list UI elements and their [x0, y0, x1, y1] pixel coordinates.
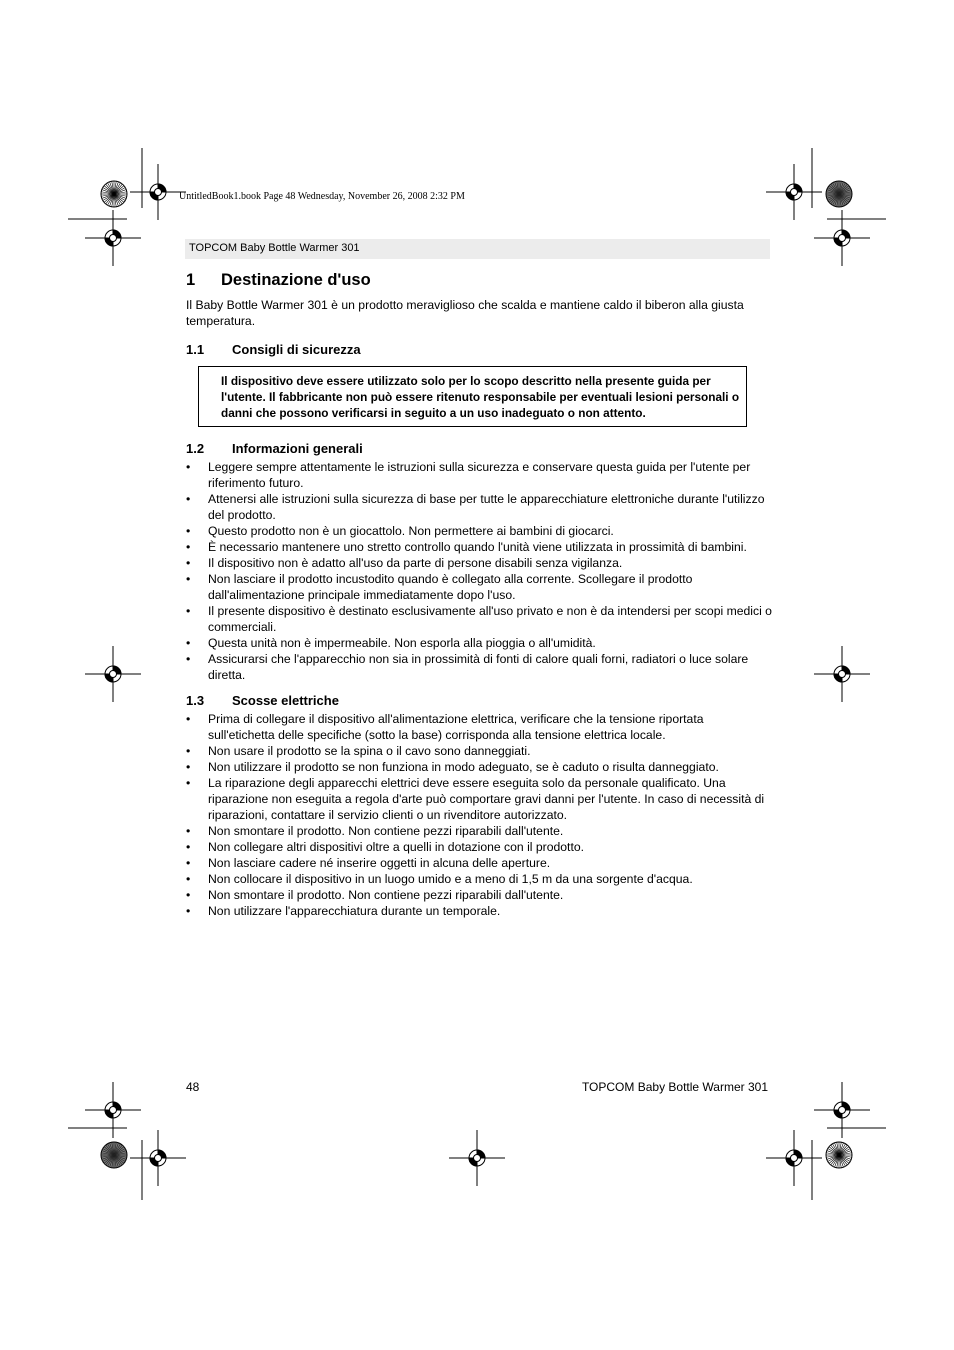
list-item: [186, 839, 772, 855]
list-item-text: Non smontare il prodotto. Non contiene pezzi riparabili dall'utente.: [208, 888, 564, 902]
list-item-text: Non collegare altri dispositivi oltre a quelli in dotazione con il prodotto.: [208, 840, 584, 854]
registration-target-icon: [814, 646, 870, 702]
section-intro: Il Baby Bottle Warmer 301 è un prodotto meraviglioso che scalda e mantiene caldo il biberon alla giusta temperatura.: [186, 298, 744, 328]
registration-target-icon: [85, 646, 141, 702]
section-number: 1: [186, 271, 196, 289]
list-item-text: La riparazione degli apparecchi elettrici deve essere eseguita solo da personale qualificato. Una riparazione non eseguita a regola d'arte può comportare gravi danni per l'utente. In caso di necessità di riparazioni, contattare il servizio clienti o un rivenditore autorizzato.: [208, 776, 765, 822]
section-heading: [186, 270, 772, 290]
subsection-number: 1.2: [186, 441, 205, 456]
subsection-title: Scosse elettriche: [232, 693, 339, 708]
page-number: 48: [186, 1080, 200, 1094]
list-item-text: Il dispositivo non è adatto all'uso da parte di persone disabili senza vigilanza.: [208, 556, 623, 570]
bullet-icon: •: [186, 760, 191, 774]
safety-warning-box: Il dispositivo deve essere utilizzato solo per lo scopo descritto nella presente guida per l'utente. Il fabbricante non può essere ritenuto responsabile per eventuali lesioni personali o danni che possono verificarsi in seguito a un uso inadeguato o non attento.: [198, 366, 747, 427]
bullet-icon: •: [186, 904, 191, 918]
bullet-icon: •: [186, 572, 191, 586]
registration-target-icon: [766, 1130, 822, 1186]
list-item: [186, 759, 772, 775]
list-item: [186, 635, 772, 651]
registration-target-icon: [449, 1130, 505, 1186]
list-item-text: Questa unità non è impermeabile. Non esporla alla pioggia o all'umidità.: [208, 636, 596, 650]
list-item-text: Non smontare il prodotto. Non contiene pezzi riparabili dall'utente.: [208, 824, 564, 838]
list-item: [186, 823, 772, 839]
list-item: [186, 459, 772, 491]
running-header: [185, 239, 770, 259]
bullet-icon: •: [186, 556, 191, 570]
bullet-icon: •: [186, 744, 191, 758]
subsection-title: Informazioni generali: [232, 441, 363, 456]
list-item-text: Assicurarsi che l'apparecchio non sia in prossimità di fonti di calore quali forni, radiatori o luce solare diretta.: [208, 652, 749, 682]
list-item-text: Leggere sempre attentamente le istruzioni sulla sicurezza e conservare questa guida per l'utente per riferimento futuro.: [208, 460, 751, 490]
bullet-icon: •: [186, 540, 191, 554]
registration-target-icon: [766, 164, 822, 220]
bullet-icon: •: [186, 460, 191, 474]
list-item: [186, 775, 772, 823]
list-item-text: Non utilizzare il prodotto se non funziona in modo adeguato, se è caduto o risulta danneggiato.: [208, 760, 719, 774]
registration-target-icon: [814, 210, 870, 266]
footer-brand: TOPCOM Baby Bottle Warmer 301: [581, 1080, 768, 1094]
subsection-number: 1.1: [186, 342, 205, 357]
registration-starburst-icon: [101, 181, 127, 207]
list-item: [186, 539, 772, 555]
list-item: [186, 871, 772, 887]
page-content: [186, 270, 772, 919]
list-item-text: Non lasciare cadere né inserire oggetti in alcuna delle aperture.: [208, 856, 551, 870]
bullet-icon: •: [186, 856, 191, 870]
bullet-icon: •: [186, 524, 191, 538]
registration-target-icon: [85, 210, 141, 266]
bullet-icon: •: [186, 888, 191, 902]
general-info-list: [186, 459, 772, 683]
list-item: [186, 523, 772, 539]
bullet-icon: •: [186, 872, 191, 886]
list-item-text: Non utilizzare l'apparecchiatura durante un temporale.: [208, 904, 501, 918]
list-item-text: È necessario mantenere uno stretto controllo quando l'unità viene utilizzata in prossimità di bambini.: [208, 540, 747, 554]
list-item: [186, 903, 772, 919]
registration-target-icon: [85, 1082, 141, 1138]
list-item-text: Non lasciare il prodotto incustodito quando è collegato alla corrente. Scollegare il prodotto dall'alimentazione principale immediatamente dopo l'uso.: [208, 572, 693, 602]
list-item-text: Il presente dispositivo è destinato esclusivamente all'uso privato e non è da intendersi per scopi medici o commerciali.: [208, 604, 772, 634]
subsection-number: 1.3: [186, 693, 205, 708]
list-item-text: Questo prodotto non è un giocattolo. Non permettere ai bambini di giocarci.: [208, 524, 614, 538]
bullet-icon: •: [186, 712, 191, 726]
registration-starburst-icon: [826, 1142, 852, 1168]
list-item-text: Non collocare il dispositivo in un luogo umido e a meno di 1,5 m da una sorgente d'acqua.: [208, 872, 693, 886]
registration-target-icon: [130, 1130, 186, 1186]
list-item: [186, 571, 772, 603]
list-item: [186, 743, 772, 759]
list-item-text: Attenersi alle istruzioni sulla sicurezza di base per tutte le apparecchiature elettroniche durante l'utilizzo del prodotto.: [208, 492, 765, 522]
print-slug-line: UntitledBook1.book Page 48 Wednesday, November 26, 2008 2:32 PM: [179, 191, 465, 202]
registration-target-icon: [130, 164, 186, 220]
list-item: [186, 651, 772, 683]
registration-target-icon: [814, 1082, 870, 1138]
bullet-icon: •: [186, 492, 191, 506]
list-item-text: Non usare il prodotto se la spina o il cavo sono danneggiati.: [208, 744, 531, 758]
subsection-heading-electric: [186, 692, 772, 709]
list-item: [186, 855, 772, 871]
registration-starburst-icon: [826, 181, 852, 207]
subsection-title: Consigli di sicurezza: [232, 342, 361, 357]
bullet-icon: •: [186, 604, 191, 618]
running-header-title: TOPCOM Baby Bottle Warmer 301: [189, 242, 360, 254]
electric-shock-list: [186, 711, 772, 919]
list-item: [186, 887, 772, 903]
bullet-icon: •: [186, 636, 191, 650]
subsection-heading-general: [186, 440, 772, 457]
bullet-icon: •: [186, 824, 191, 838]
registration-starburst-icon: [101, 1142, 127, 1168]
list-item: [186, 555, 772, 571]
list-item: [186, 711, 772, 743]
bullet-icon: •: [186, 776, 191, 790]
list-item-text: Prima di collegare il dispositivo all'alimentazione elettrica, verificare che la tensione riportata sull'etichetta delle specifiche (sotto la base) corrisponda alla tensione elettrica locale.: [208, 712, 704, 742]
list-item: [186, 491, 772, 523]
section-title: Destinazione d'uso: [221, 271, 371, 289]
bullet-icon: •: [186, 840, 191, 854]
bullet-icon: •: [186, 652, 191, 666]
subsection-heading-safety: [186, 341, 772, 358]
list-item: [186, 603, 772, 635]
